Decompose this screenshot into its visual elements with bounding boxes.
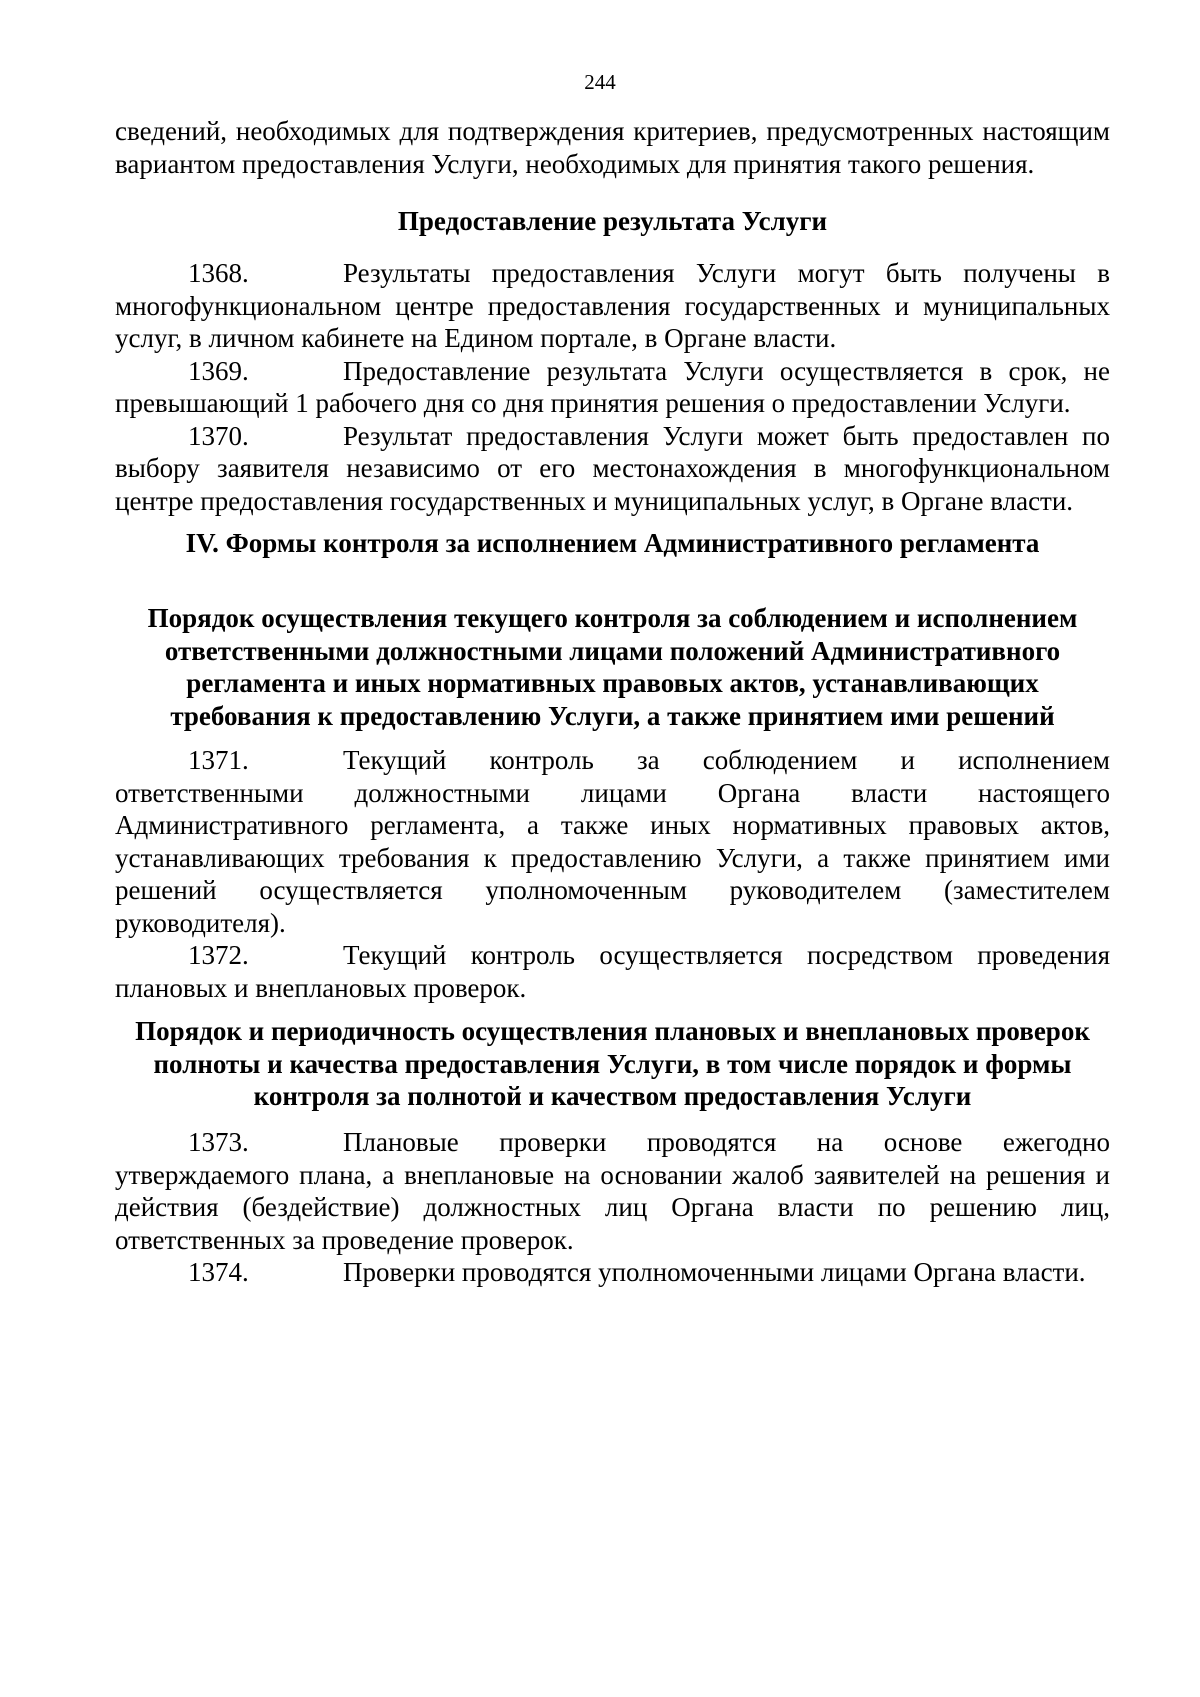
list-item	[115, 420, 1110, 518]
list-item	[115, 257, 1110, 355]
heading-inspections: Порядок и периодичность осуществления плановых и внеплановых проверок полноты и качества предоставления Услуги, в том числе порядок и формы контроля за полнотой и качеством предоставления Услуги	[135, 1016, 1090, 1111]
item-number: 1373.	[188, 1127, 249, 1157]
item-number: 1371.	[188, 745, 249, 775]
item-text: Текущий контроль осуществляется посредством проведения плановых и внеплановых проверок.	[115, 940, 1110, 1003]
item-text: Результат предоставления Услуги может быть предоставлен по выбору заявителя независимо от его местонахождения в многофункциональном центре предоставления государственных и муниципальных услуг, в Органе власти.	[115, 420, 1110, 516]
list-item	[115, 1256, 1110, 1289]
page-number: 244	[584, 70, 616, 94]
inspection-items	[115, 1126, 1110, 1289]
item-text: Текущий контроль за соблюдением и исполнением ответственными должностными лицами Органа власти настоящего Административного регламента, а также иных нормативных правовых актов, устанавливающих требования к предоставлению Услуги, а также принятием ими решений осуществляется уполномоченным руководителем (заместителем руководителя).	[115, 745, 1110, 938]
control-items	[115, 744, 1110, 1004]
continuation-paragraph: сведений, необходимых для подтверждения критериев, предусмотренных настоящим вариантом предоставления Услуги, необходимых для принятия такого решения.	[115, 116, 1110, 179]
list-item	[115, 355, 1110, 420]
item-number: 1372.	[188, 940, 249, 970]
heading-result: Предоставление результата Услуги	[397, 206, 828, 236]
list-item	[115, 744, 1110, 939]
heading-section-4: IV. Формы контроля за исполнением Административного регламента	[185, 528, 1040, 558]
item-text: Результаты предоставления Услуги могут быть получены в многофункциональном центре предоставления государственных и муниципальных услуг, в личном кабинете на Едином портале, в Органе власти.	[115, 258, 1110, 353]
item-number: 1368.	[188, 258, 249, 288]
item-text: Предоставление результата Услуги осуществляется в срок, не превышающий 1 рабочего дня со дня принятия решения о предоставлении Услуги.	[115, 355, 1110, 418]
heading-current-control: Порядок осуществления текущего контроля за соблюдением и исполнением ответственными должностными лицами положений Административного регламента и иных нормативных правовых актов, устанавливающих требования к предоставлению Услуги, а также принятием ими решений	[147, 603, 1078, 731]
item-text: Плановые проверки проводятся на основе ежегодно утверждаемого плана, а внеплановые на основании жалоб заявителей на решения и действия (бездействие) должностных лиц Органа власти по решению лиц, ответственных за проведение проверок.	[115, 1127, 1110, 1255]
item-number: 1370.	[188, 420, 249, 451]
result-items	[115, 257, 1110, 517]
list-item	[115, 1126, 1110, 1256]
item-text: Проверки проводятся уполномоченными лицами Органа власти.	[343, 1257, 1086, 1287]
item-number: 1369.	[188, 355, 249, 386]
list-item	[115, 939, 1110, 1004]
item-number: 1374.	[188, 1257, 249, 1287]
